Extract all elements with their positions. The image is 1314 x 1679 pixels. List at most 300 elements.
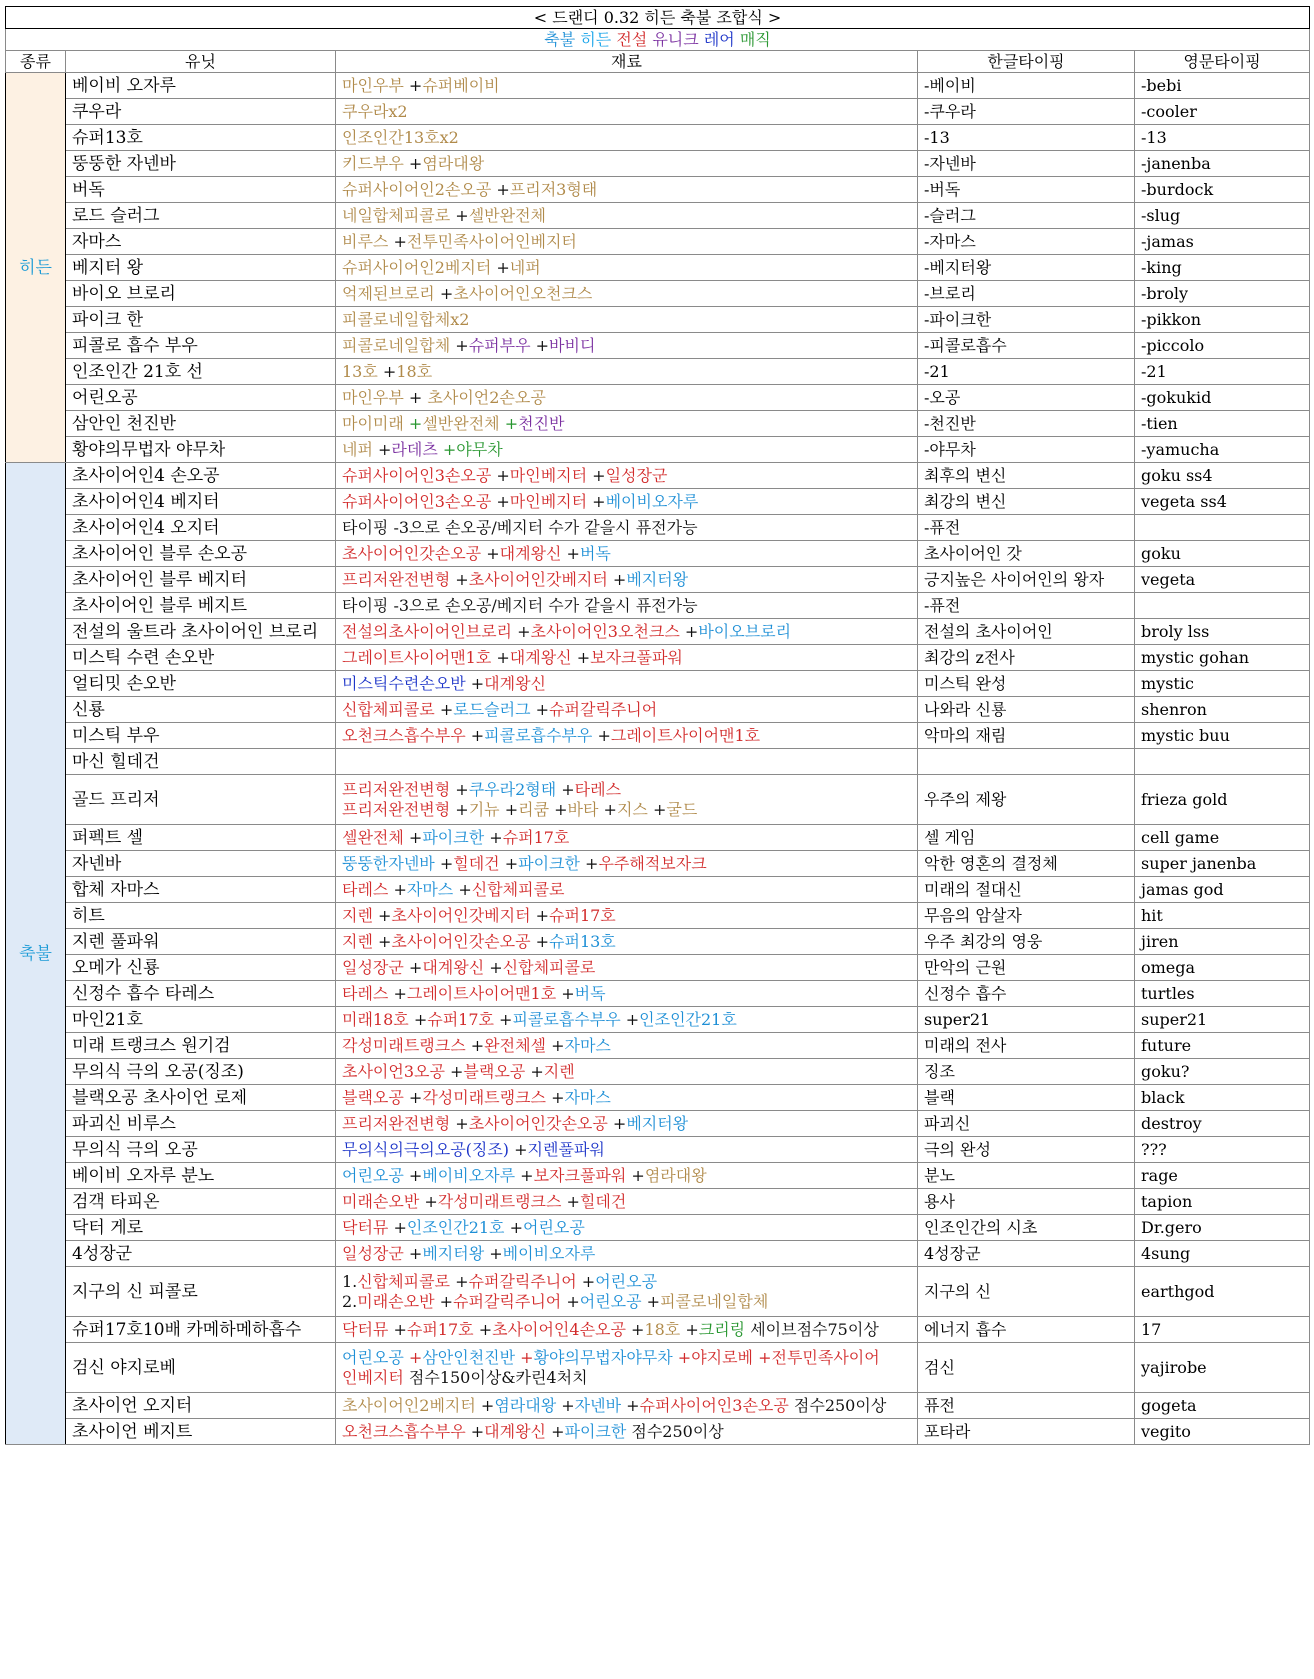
material-part: + xyxy=(549,799,568,819)
unit-name: 무의식 극의 오공 xyxy=(66,1137,336,1163)
unit-name: 오메가 신룡 xyxy=(66,955,336,981)
korean-typing: 징조 xyxy=(918,1059,1135,1085)
table-row xyxy=(6,307,1310,333)
korean-typing: 우주의 제왕 xyxy=(918,775,1135,825)
korean-typing: -야무차 xyxy=(918,437,1135,463)
materials xyxy=(336,645,918,671)
material-part: + xyxy=(530,931,550,951)
material-part: 로드슬러그 xyxy=(453,699,531,719)
materials xyxy=(336,151,918,177)
material-part: 염라대왕 xyxy=(422,153,485,173)
material-part: + xyxy=(481,543,500,563)
unit-name: 전설의 울트라 초사이어인 브로리 xyxy=(66,619,336,645)
korean-typing: -슬러그 xyxy=(918,203,1135,229)
material-part: + xyxy=(475,1395,495,1415)
english-typing: -21 xyxy=(1135,359,1310,385)
material-part: 일성장군 xyxy=(342,1243,404,1263)
unit-name: 베지터 왕 xyxy=(66,255,336,281)
material-part: + xyxy=(530,335,550,355)
material-part: + xyxy=(403,827,423,847)
material-part: + xyxy=(437,439,457,459)
material-part: 파이크한 xyxy=(518,853,580,873)
material-part: 블랙오공 xyxy=(342,1087,404,1107)
materials xyxy=(336,515,918,541)
material-part: + xyxy=(545,1035,565,1055)
korean-typing: 4성장군 xyxy=(918,1241,1135,1267)
korean-typing: 미래의 전사 xyxy=(918,1033,1135,1059)
material-part: + xyxy=(679,621,699,641)
material-part: 어린오공 xyxy=(342,1165,404,1185)
material-part: 피콜로네일합체 xyxy=(342,335,451,355)
material-part: + xyxy=(515,1165,534,1185)
material-part: 베지터왕 xyxy=(626,569,689,589)
material-part: + xyxy=(509,1139,528,1159)
material-part: 그레이트사이어맨1호 xyxy=(342,647,492,667)
material-part: + xyxy=(388,1319,407,1339)
table-row xyxy=(6,463,1310,489)
material-part: 지렌 xyxy=(342,931,373,951)
material-part: + xyxy=(491,465,510,485)
materials-line xyxy=(342,780,911,800)
material-part: 초사이언2손오공 xyxy=(427,387,546,407)
material-part: 베지터왕 xyxy=(626,1113,689,1133)
english-typing: goku? xyxy=(1135,1059,1310,1085)
material-part: + xyxy=(512,621,531,641)
table-row xyxy=(6,1163,1310,1189)
header-korean-typing: 한글타이핑 xyxy=(918,51,1135,73)
materials xyxy=(336,1317,918,1343)
english-typing: -bebi xyxy=(1135,73,1310,99)
material-part: 뚱뚱한자넨바 xyxy=(342,853,435,873)
unit-name: 파괴신 비루스 xyxy=(66,1111,336,1137)
unit-name: 골드 프리저 xyxy=(66,775,336,825)
material-part: + xyxy=(388,983,407,1003)
korean-typing: -13 xyxy=(918,125,1135,151)
materials xyxy=(336,981,918,1007)
legend-item: 레어 xyxy=(703,29,735,49)
unit-name: 뚱뚱한 자넨바 xyxy=(66,151,336,177)
materials-line xyxy=(342,492,911,512)
table-row xyxy=(6,1189,1310,1215)
materials xyxy=(336,1111,918,1137)
material-part: 18호 xyxy=(644,1319,681,1339)
material-part: 크리링 xyxy=(698,1319,746,1339)
korean-typing: 무음의 암살자 xyxy=(918,903,1135,929)
korean-typing: 최강의 변신 xyxy=(918,489,1135,515)
material-part: 쿠우라x2 xyxy=(342,101,408,121)
material-part: 마인베지터 xyxy=(509,491,588,511)
table-row xyxy=(6,411,1310,437)
table-row xyxy=(6,929,1310,955)
material-part: + xyxy=(556,983,575,1003)
english-typing: vegeta xyxy=(1135,567,1310,593)
material-part: 지렌 xyxy=(543,1061,575,1081)
material-part: 슈퍼17호 xyxy=(406,1319,474,1339)
material-part: 억제된브로리 xyxy=(342,283,435,303)
english-typing: -yamucha xyxy=(1135,437,1310,463)
unit-name: 신정수 흡수 타레스 xyxy=(66,981,336,1007)
material-part: 대계왕신 xyxy=(484,673,546,693)
unit-name: 지렌 풀파워 xyxy=(66,929,336,955)
english-typing: mystic xyxy=(1135,671,1310,697)
material-part: 블랙오공 xyxy=(463,1061,526,1081)
materials xyxy=(336,1215,918,1241)
unit-name: 초사이어인 블루 베지트 xyxy=(66,593,336,619)
unit-name: 신룡 xyxy=(66,697,336,723)
materials-line xyxy=(342,726,911,746)
material-part: + xyxy=(545,1421,565,1441)
table-row xyxy=(6,125,1310,151)
material-part: 자넨바 xyxy=(574,1395,622,1415)
material-part: 마인우부 xyxy=(342,387,404,407)
korean-typing: -퓨전 xyxy=(918,515,1135,541)
materials xyxy=(336,825,918,851)
english-typing: cell game xyxy=(1135,825,1310,851)
material-part: 키드부우 xyxy=(342,153,404,173)
material-part: + xyxy=(408,1009,428,1029)
korean-typing: 미래의 절대신 xyxy=(918,877,1135,903)
materials-line xyxy=(342,310,911,330)
material-part: + xyxy=(587,491,606,511)
unit-name: 자마스 xyxy=(66,229,336,255)
material-part: + xyxy=(484,957,503,977)
material-part: 슈퍼사이어인2손오공 xyxy=(342,179,492,199)
materials-line xyxy=(342,1166,911,1186)
materials xyxy=(336,593,918,619)
material-part: + xyxy=(403,413,423,433)
korean-typing: 나와라 신룡 xyxy=(918,697,1135,723)
korean-typing: -자넨바 xyxy=(918,151,1135,177)
korean-typing: -브로리 xyxy=(918,281,1135,307)
unit-name: 퍼펙트 셀 xyxy=(66,825,336,851)
materials xyxy=(336,333,918,359)
material-part: 네퍼 xyxy=(509,257,541,277)
material-part: 슈퍼갈릭주니어 xyxy=(549,699,658,719)
material-part: 지스 xyxy=(616,799,648,819)
material-part: 삼안인천진반 xyxy=(422,1347,516,1367)
english-typing: black xyxy=(1135,1085,1310,1111)
material-part: + xyxy=(372,931,392,951)
table-row xyxy=(6,151,1310,177)
unit-name: 마신 힐데건 xyxy=(66,749,336,775)
english-typing: vegito xyxy=(1135,1419,1310,1445)
material-part: 천진반 xyxy=(518,413,565,433)
english-typing: -cooler xyxy=(1135,99,1310,125)
material-part: + xyxy=(388,879,407,899)
rarity-legend xyxy=(6,29,1310,51)
material-part: + xyxy=(484,1243,503,1263)
unit-name: 초사이언 오지터 xyxy=(66,1393,336,1419)
unit-name: 블랙오공 초사이언 로제 xyxy=(66,1085,336,1111)
korean-typing: 포타라 xyxy=(918,1419,1135,1445)
material-part: 힐데건 xyxy=(579,1191,627,1211)
materials xyxy=(336,1033,918,1059)
korean-typing: 악마의 재림 xyxy=(918,723,1135,749)
material-part: + xyxy=(403,1165,423,1185)
material-part: 네일합체피콜로 xyxy=(342,205,451,225)
table-row xyxy=(6,281,1310,307)
table-row xyxy=(6,437,1310,463)
material-part: + xyxy=(403,1347,423,1367)
materials-line xyxy=(342,76,911,96)
material-part: + xyxy=(641,1291,661,1311)
korean-typing: 최후의 변신 xyxy=(918,463,1135,489)
material-part: 지렌풀파워 xyxy=(527,1139,605,1159)
korean-typing: -퓨전 xyxy=(918,593,1135,619)
material-part: 마인우부 xyxy=(342,75,404,95)
unit-name: 황야의무법자 야무차 xyxy=(66,437,336,463)
unit-name: 초사이어인 블루 베지터 xyxy=(66,567,336,593)
material-part: + xyxy=(403,1243,423,1263)
legend-item: 히든 xyxy=(580,29,612,49)
material-part: 어린오공 xyxy=(579,1291,642,1311)
table-row xyxy=(6,1343,1310,1393)
materials xyxy=(336,541,918,567)
material-part: + xyxy=(403,1087,423,1107)
korean-typing: 검신 xyxy=(918,1343,1135,1393)
material-part: 전투민족사이어 xyxy=(771,1347,880,1367)
material-part: + xyxy=(465,673,485,693)
materials-line xyxy=(342,800,911,820)
material-part: + xyxy=(388,1217,407,1237)
material-part: 슈퍼13호 xyxy=(549,931,616,951)
material-part: 초사이어인2베지터 xyxy=(342,1395,476,1415)
english-typing: tapion xyxy=(1135,1189,1310,1215)
material-part: 프리저완전변형 xyxy=(342,799,451,819)
unit-name: 합체 자마스 xyxy=(66,877,336,903)
english-typing: omega xyxy=(1135,955,1310,981)
material-part: 1. xyxy=(342,1271,358,1291)
material-part: 쿠우라2형태 xyxy=(468,779,557,799)
materials-line xyxy=(342,932,911,952)
korean-typing: -천진반 xyxy=(918,411,1135,437)
english-typing: goku ss4 xyxy=(1135,463,1310,489)
materials xyxy=(336,99,918,125)
materials xyxy=(336,955,918,981)
material-part: + xyxy=(434,699,454,719)
english-typing: 17 xyxy=(1135,1317,1310,1343)
korean-typing: -버독 xyxy=(918,177,1135,203)
english-typing: super janenba xyxy=(1135,851,1310,877)
materials-line xyxy=(342,596,911,616)
material-part: 라데츠 xyxy=(391,439,438,459)
unit-name: 피콜로 흡수 부우 xyxy=(66,333,336,359)
material-part: + xyxy=(465,1421,485,1441)
materials-line xyxy=(342,518,911,538)
korean-typing xyxy=(918,749,1135,775)
korean-typing: -오공 xyxy=(918,385,1135,411)
category-cell: 히든 xyxy=(6,73,66,463)
material-part: 대계왕신 xyxy=(484,1421,546,1441)
korean-typing: -피콜로흡수 xyxy=(918,333,1135,359)
materials-line xyxy=(342,336,911,356)
material-part: + xyxy=(504,1217,524,1237)
materials-line xyxy=(342,906,911,926)
material-part: 굴드 xyxy=(666,799,698,819)
material-part: 어린오공 xyxy=(523,1217,585,1237)
material-part: + xyxy=(450,799,469,819)
korean-typing: 신정수 흡수 xyxy=(918,981,1135,1007)
material-part: + xyxy=(450,205,469,225)
materials-line xyxy=(342,1088,911,1108)
material-part: 신합체피콜로 xyxy=(342,699,435,719)
materials xyxy=(336,411,918,437)
material-part: 13호 xyxy=(342,361,378,381)
material-part: + xyxy=(419,1191,438,1211)
korean-typing: 긍지높은 사이어인의 왕자 xyxy=(918,567,1135,593)
material-part: 어린오공 xyxy=(342,1347,404,1367)
material-part: 타레스 xyxy=(574,779,622,799)
material-part: 보자크풀파워 xyxy=(590,647,683,667)
material-part: 슈퍼갈릭주니어 xyxy=(468,1271,577,1291)
korean-typing: -파이크한 xyxy=(918,307,1135,333)
material-part: + xyxy=(377,361,397,381)
table-row xyxy=(6,567,1310,593)
materials-line xyxy=(342,828,911,848)
material-part: 18호 xyxy=(396,361,433,381)
material-part: 미래손오반 xyxy=(342,1191,420,1211)
material-part: 인베지터 xyxy=(342,1367,404,1387)
unit-name: 검신 야지로베 xyxy=(66,1343,336,1393)
material-part: 바이오브로리 xyxy=(698,621,792,641)
material-part: + xyxy=(530,699,550,719)
legend-item: 전설 xyxy=(616,29,648,49)
material-part: + xyxy=(561,1191,580,1211)
material-part: 닥터뮤 xyxy=(342,1217,389,1237)
material-part: + xyxy=(530,905,550,925)
materials xyxy=(336,307,918,333)
material-part: + xyxy=(571,647,591,667)
unit-name: 얼티밋 손오반 xyxy=(66,671,336,697)
korean-typing: -자마스 xyxy=(918,229,1135,255)
korean-typing: 극의 완성 xyxy=(918,1137,1135,1163)
unit-name: 삼안인 천진반 xyxy=(66,411,336,437)
material-part: 슈퍼사이어인2베지터 xyxy=(342,257,492,277)
korean-typing: super21 xyxy=(918,1007,1135,1033)
material-part: 베이비오자루 xyxy=(605,491,699,511)
material-part: 버독 xyxy=(579,543,611,563)
material-part: 신합체피콜로 xyxy=(471,879,565,899)
material-part: 슈퍼사이어인3손오공 xyxy=(639,1395,789,1415)
material-part: + xyxy=(491,647,510,667)
material-part: + xyxy=(499,799,519,819)
material-part: 초사이어인3오천크스 xyxy=(530,621,680,641)
unit-name: 로드 슬러그 xyxy=(66,203,336,229)
materials xyxy=(336,489,918,515)
materials-line xyxy=(342,128,911,148)
material-part: 대계왕신 xyxy=(499,543,562,563)
english-typing: frieza gold xyxy=(1135,775,1310,825)
material-part: 타이핑 -3으로 손오공/베지터 수가 같을시 퓨전가능 xyxy=(342,595,698,615)
korean-typing: 초사이어인 갓 xyxy=(918,541,1135,567)
material-part: + xyxy=(484,827,503,847)
materials-line xyxy=(342,648,911,668)
header-english-typing: 영문타이핑 xyxy=(1135,51,1310,73)
table-row xyxy=(6,203,1310,229)
table-row xyxy=(6,749,1310,775)
legend-item: 축불 xyxy=(544,29,576,49)
english-typing: rage xyxy=(1135,1163,1310,1189)
material-part: 염라대왕 xyxy=(644,1165,707,1185)
materials-line xyxy=(342,206,911,226)
table-row xyxy=(6,1111,1310,1137)
materials-line xyxy=(342,1218,911,1238)
material-part: + xyxy=(444,1061,464,1081)
material-part: 2. xyxy=(342,1291,358,1311)
materials-line xyxy=(342,1320,911,1340)
material-part: 슈퍼17호 xyxy=(427,1009,494,1029)
table-row xyxy=(6,1137,1310,1163)
material-part: 피콜로흡수부우 xyxy=(512,1009,621,1029)
sheet-title: < 드랜디 0.32 히든 축불 조합식 > xyxy=(6,7,1310,29)
materials-line xyxy=(342,1062,911,1082)
materials-line xyxy=(342,674,911,694)
materials-line xyxy=(342,1422,911,1442)
material-part: + xyxy=(403,75,423,95)
materials xyxy=(336,567,918,593)
material-part: + xyxy=(587,465,606,485)
table-row xyxy=(6,177,1310,203)
material-part: 대계왕신 xyxy=(509,647,572,667)
english-typing: jamas god xyxy=(1135,877,1310,903)
material-part: + xyxy=(465,1035,485,1055)
table-row xyxy=(6,1033,1310,1059)
unit-name: 지구의 신 피콜로 xyxy=(66,1267,336,1317)
unit-name: 4성장군 xyxy=(66,1241,336,1267)
material-part: + xyxy=(453,879,472,899)
materials-line xyxy=(342,362,911,382)
material-part: + xyxy=(473,1319,493,1339)
material-part: 베이비오자루 xyxy=(422,1165,516,1185)
materials-line xyxy=(342,880,911,900)
english-typing: 4sung xyxy=(1135,1241,1310,1267)
english-typing: gogeta xyxy=(1135,1393,1310,1419)
material-part: 기뉴 xyxy=(468,799,500,819)
unit-name: 인조인간 21호 선 xyxy=(66,359,336,385)
korean-typing: 인조인간의 시초 xyxy=(918,1215,1135,1241)
material-part: 미스틱수련손오반 xyxy=(342,673,466,693)
material-part: + xyxy=(561,1291,580,1311)
korean-typing: 미스틱 완성 xyxy=(918,671,1135,697)
header-type: 종류 xyxy=(6,51,66,73)
material-part: 타이핑 -3으로 손오공/베지터 수가 같을시 퓨전가능 xyxy=(342,517,698,537)
english-typing: vegeta ss4 xyxy=(1135,489,1310,515)
materials-line xyxy=(342,984,911,1004)
material-part: 슈퍼17호 xyxy=(549,905,616,925)
materials-line xyxy=(342,232,911,252)
material-part: + xyxy=(372,439,392,459)
unit-name: 닥터 게로 xyxy=(66,1215,336,1241)
material-part: 힐데건 xyxy=(453,853,500,873)
material-part: 우주해적보자크 xyxy=(598,853,707,873)
material-part: 야지로베 xyxy=(691,1347,754,1367)
materials xyxy=(336,929,918,955)
material-part: 자마스 xyxy=(564,1035,611,1055)
materials xyxy=(336,851,918,877)
material-part: + xyxy=(556,779,575,799)
material-part: 타레스 xyxy=(342,983,389,1003)
material-part: 슈퍼사이어인3손오공 xyxy=(342,465,492,485)
material-part: 초사이어인갓손오공 xyxy=(468,1113,608,1133)
material-part: + xyxy=(465,725,485,745)
english-typing: goku xyxy=(1135,541,1310,567)
material-part: 피콜로흡수부우 xyxy=(484,725,593,745)
material-part: + xyxy=(434,853,454,873)
materials-line xyxy=(342,854,911,874)
unit-name: 버독 xyxy=(66,177,336,203)
korean-typing: 퓨전 xyxy=(918,1393,1135,1419)
material-part: 베지터왕 xyxy=(422,1243,485,1263)
